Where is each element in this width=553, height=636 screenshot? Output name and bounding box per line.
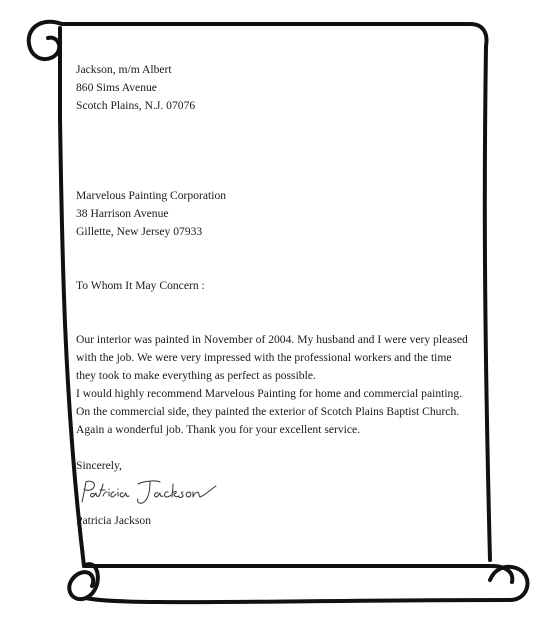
recipient-street: 38 Harrison Avenue — [76, 207, 169, 220]
body-line: Again a wonderful job. Thank you for your excellent service. — [76, 423, 361, 436]
body-line: they took to make everything as perfect as possible. — [76, 369, 316, 382]
letter-body — [76, 331, 468, 439]
body-line: Our interior was painted in November of 2004. My husband and I were very pleased — [76, 333, 468, 346]
signer-name: Patricia Jackson — [76, 514, 152, 527]
body-line: On the commercial side, they painted the exterior of Scotch Plains Baptist Church. — [76, 405, 460, 418]
body-line: I would highly recommend Marvelous Painting for home and commercial painting. — [76, 387, 463, 400]
sender-name: Jackson, m/m Albert — [76, 63, 172, 76]
salutation-text: To Whom It May Concern : — [76, 279, 205, 292]
sender-city: Scotch Plains, N.J. 07076 — [76, 99, 196, 112]
recipient-company: Marvelous Painting Corporation — [76, 189, 227, 202]
sender-address — [76, 61, 195, 115]
sender-street: 860 Sims Avenue — [76, 81, 157, 94]
handwritten-signature — [76, 478, 226, 506]
salutation — [76, 277, 205, 295]
closing — [76, 457, 122, 475]
body-line: with the job. We were very impressed with the professional workers and the time — [76, 351, 452, 364]
signer-block — [76, 512, 151, 530]
closing-text: Sincerely, — [76, 459, 122, 472]
recipient-city: Gillette, New Jersey 07933 — [76, 225, 203, 238]
recipient-address — [76, 187, 226, 241]
